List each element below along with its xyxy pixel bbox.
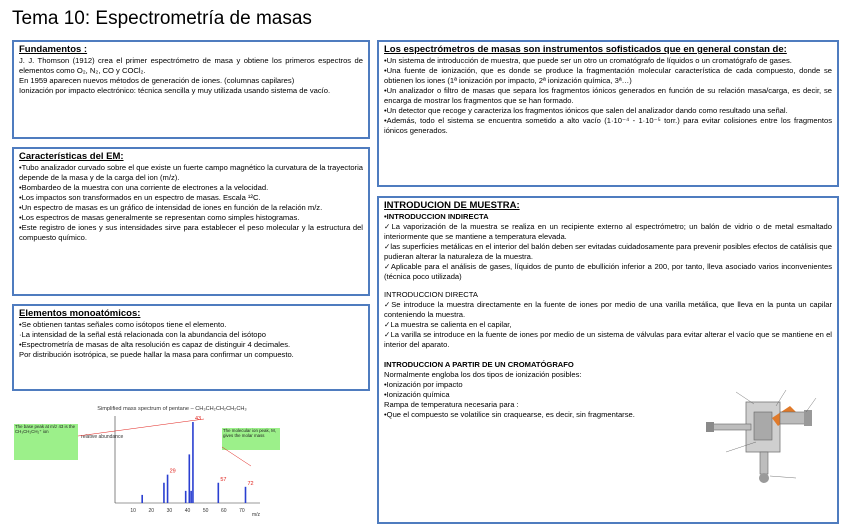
directa-item: ✓Se introduce la muestra directamente en la fuente de iones por medio de una varilla metálica, que lleva en la punta un capilar conteniendo la muestra. [384, 300, 832, 319]
spectrum-bar [167, 475, 169, 503]
x-tick-label: 10 [130, 508, 136, 514]
espectrometros-item: •Además, todo el sistema se encuentra sometido a alto vacío (1·10⁻⁴ - 1·10⁻⁵ torr.) para evitar colisiones entre los fragmentos iónicos generados. [384, 116, 832, 135]
chart-ylabel: relative abundance [81, 434, 124, 440]
spectrum-bar [185, 491, 187, 503]
x-tick-label: 70 [239, 508, 245, 514]
note-left-arrow [78, 419, 204, 436]
monoatomicos-item: •Se obtienen tantas señales como isótopos tiene el elemento. [19, 320, 227, 329]
monoatomicos-item: •Espectrometría de masas de alta resolución es capaz de distinguir 4 decimales. [19, 340, 291, 349]
peak-label: 29 [169, 468, 176, 475]
indirecta-item: ✓las superficies metálicas en el interior del balón deben ser evitadas cuidadosamente para prevenir posibles efectos de catálisis que pudieran alterar la naturaleza de la muestra. [384, 242, 832, 261]
espectrometros-item: •Un detector que recoge y caracteriza los fragmentos iónicos que salen del analizador dando como resultado una señal. [384, 106, 788, 115]
peak-label: 57 [220, 476, 227, 483]
cromato-item: •Que el compuesto se volatilice sin craquearse, es decir, sin fragmentarse. [384, 410, 635, 419]
caracteristicas-item: •Bombardeo de la muestra con una corriente de electrones a la velocidad. [19, 183, 269, 192]
caracteristicas-item: •Los impactos son transformados en un espectro de masas. Escala ¹²C. [19, 193, 261, 202]
chart-title: Simplified mass spectrum of pentane – CH₃CH₂CH₂CH₂CH₃ [97, 406, 247, 412]
mass-spectrum-chart [14, 402, 280, 520]
spectrum-bar [189, 454, 191, 503]
note-right [223, 428, 279, 450]
caracteristicas-item: •Tubo analizador curvado sobre el que existe un fuerte campo magnético la curvatura de la trayectoria depende de la masa y de la carga del ion (m/z). [19, 163, 363, 182]
spectrum-bar [218, 483, 220, 503]
detector-block [804, 410, 812, 426]
fundamentos-box [12, 40, 370, 139]
spectrum-bar [245, 487, 247, 503]
ion-chamber [754, 412, 772, 440]
x-tick-label: 30 [166, 508, 173, 514]
espectrometros-item: •Un analizador o filtro de masas que separa los fragmentos iónicos generados en función de su relación masa/carga, es decir, se encarga de mostrar los fragmentos que se han formado. [384, 86, 832, 105]
peak-label: 72 [247, 480, 254, 487]
cromato-item: •Ionización química [384, 390, 450, 399]
probe-rod [711, 424, 751, 430]
analyzer-tube [780, 412, 806, 424]
spectrum-bar [192, 422, 194, 503]
x-tick-label: 60 [220, 508, 227, 514]
espectrometros-item: •Una fuente de ionización, que es donde se produce la fragmentación molecular característica de cada compuesto, donde se obtienen los iones (1ª ionización por impacto, 2ª ionización química, 3ª…) [384, 66, 832, 85]
introduccion-heading: INTRODUCION DE MUESTRA: [384, 200, 520, 211]
fundamentos-p2: En 1959 aparecen nuevos métodos de generación de iones. (columnas capilares) [19, 76, 295, 85]
callout-line [770, 476, 796, 478]
x-tick-label: 20 [148, 508, 155, 514]
directa-item: ✓La varilla se introduce en la fuente de iones por medio de un sistema de válvulas para evitar alterar el vacío que se mantiene en el interior del aparato. [384, 330, 832, 349]
indirecta-item: ✓La vaporización de la muestra se realiza en un recipiente externo al espectrómetro; un balón de vidrio o de metal esmaltado interiormente que se mantiene a temperatura elevada. [384, 222, 832, 241]
spectrum-bar [163, 483, 165, 503]
monoatomicos-box [12, 304, 370, 391]
monoatomicos-heading: Elementos monoatómicos: [19, 308, 141, 319]
spectrum-bar [141, 495, 143, 503]
indirecta-item: ✓Aplicable para el análisis de gases, líquidos de punto de ebullición inferior a 200, por tanto, lleva asociado varios inconvenientes (técnica poco utilizada) [384, 262, 832, 281]
cromato-item: Rampa de temperatura necesaria para : [384, 400, 519, 409]
x-tick-label: 40 [184, 508, 191, 514]
monoatomicos-item: ·La intensidad de la señal está relacionada con la abundancia del isótopo [19, 330, 266, 339]
fundamentos-p3: Ionización por impacto electrónico: técnica sencilla y muy utilizada usando sistema de vacío. [19, 86, 331, 95]
cromato-item: •Ionización por impacto [384, 380, 463, 389]
note-left [15, 424, 77, 460]
caracteristicas-item: •Los espectros de masas generalmente se representan como simples histogramas. [19, 213, 300, 222]
vacuum-pipe [760, 452, 768, 474]
directa-title: INTRODUCCION DIRECTA [384, 290, 478, 299]
caracteristicas-heading: Características del EM: [19, 151, 124, 162]
fundamentos-p1: J. J. Thomson (1912) crea el primer espectrómetro de masa y obtiene los primeros espectros de elementos como O₂, N₂, CO y COCl₂. [19, 56, 363, 75]
espectrometros-box [377, 40, 839, 187]
caracteristicas-item: •Este registro de iones y sus intensidades sirve para establecer el peso molecular y la estructura del compuesto químico. [19, 223, 363, 242]
fundamentos-heading: Fundamentos : [19, 44, 88, 55]
valve [759, 473, 769, 483]
indirecta-title: •INTRODUCCION INDIRECTA [384, 212, 489, 221]
note-left-text: The base peak at m/z 43 is the CH₃CH₂CH₂⁺ ion [15, 424, 76, 434]
note-right-text: The molecular ion peak, M, gives the molar mass [223, 428, 276, 438]
spectrum-bar [190, 491, 192, 503]
callout-line [776, 390, 786, 406]
callout-line [806, 398, 816, 412]
probe-inlet-diagram [706, 382, 831, 492]
callout-line [736, 392, 754, 404]
cromato-title: INTRODUCCION A PARTIR DE UN CROMATÓGRAFO [384, 360, 574, 369]
caracteristicas-box [12, 147, 370, 296]
chart-xlabel: m/z [252, 512, 261, 518]
espectrometros-item: •Un sistema de introducción de muestra, que puede ser un otro un cromatógrafo de líquidos o un cromatógrafo de gases. [384, 56, 792, 65]
monoatomicos-item: Por distribución isotrópica, se puede hallar la masa para confirmar un compuesto. [19, 350, 294, 359]
caracteristicas-item: •Un espectro de masas es un gráfico de intensidad de iones en función de la relación m/z. [19, 203, 323, 212]
peak-label: 43 [194, 416, 202, 422]
espectrometros-heading: Los espectrómetros de masas son instrumentos sofisticados que en general constan de: [384, 44, 787, 55]
directa-item: ✓La muestra se calienta en el capilar, [384, 320, 512, 329]
x-tick-label: 50 [202, 508, 209, 514]
probe-handle [706, 422, 714, 432]
page-title: Tema 10: Espectrometría de masas [12, 8, 312, 29]
cromato-item: Normalmente engloba los dos tipos de ionización posibles: [384, 370, 582, 379]
